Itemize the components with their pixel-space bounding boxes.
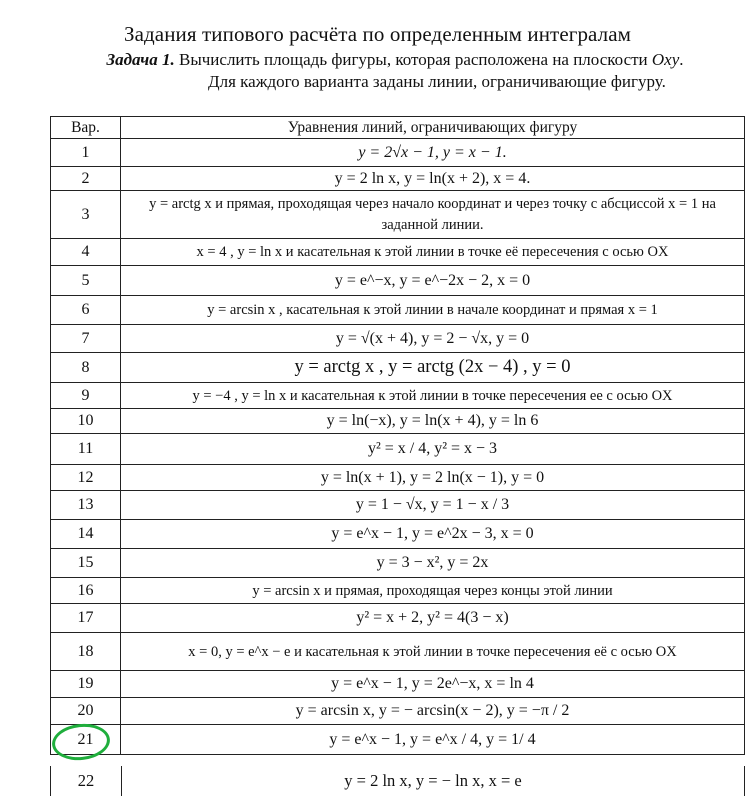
variant-equations: x = 4 , y = ln x и касательная к этой линии в точке её пересечения с осью OX [121,239,745,266]
variant-number: 11 [51,434,121,465]
variant-equations: y = 3 − x², y = 2x [121,549,745,578]
variant-number: 16 [51,578,121,604]
table-row [51,520,745,549]
column-header-variant: Вар. [51,117,121,139]
variant-equations: y = ln(x + 1), y = 2 ln(x − 1), y = 0 [121,465,745,491]
variant-equations: y = arcsin x , касательная к этой линии в начале координат и прямая x = 1 [121,296,745,325]
variant-number: 19 [51,671,121,698]
variant-equations: y = arctg x и прямая, проходящая через начало координат и через точку с абсциссой x = 1 на заданной линии. [121,191,745,239]
variant-number: 13 [51,491,121,520]
table-row-cut [50,766,745,796]
table-row [51,434,745,465]
variant-number: 14 [51,520,121,549]
table-row [51,549,745,578]
table-row [51,139,745,167]
variant-number: 21 [51,725,121,755]
variant-number: 22 [77,771,95,790]
table-row [51,191,745,239]
variant-number: 9 [51,383,121,409]
page-subtitle: Для каждого варианта заданы линии, ограничивающие фигуру. [208,72,666,91]
variant-number: 18 [51,633,121,671]
page-title: Задания типового расчёта по определенным интегралам [123,22,632,46]
variant-number: 20 [51,698,121,725]
variant-equations: y = arcsin x и прямая, проходящая через концы этой линии [121,578,745,604]
variant-equations: y = e^x − 1, y = e^x / 4, y = 1/ 4 [121,725,745,755]
variant-equations: y = e^x − 1, y = e^2x − 3, x = 0 [121,520,745,549]
table-row [51,296,745,325]
task-statement [0,50,755,70]
table-row [51,698,745,725]
variant-number: 8 [51,353,121,383]
variant-equations: y = arcsin x, y = − arcsin(x − 2), y = −π / 2 [121,698,745,725]
variant-number: 6 [51,296,121,325]
table-row [51,491,745,520]
variant-number: 5 [51,266,121,296]
table-row [51,409,745,434]
table-header-row [51,117,745,139]
table-row [51,465,745,491]
variant-number: 3 [51,191,121,239]
variant-number: 17 [51,604,121,633]
table-row-partial [50,766,745,796]
variant-equations: y = 2 ln x, y = ln(x + 2), x = 4. [121,167,745,191]
variant-number: 4 [51,239,121,266]
variant-equations: y = 2√x − 1, y = x − 1. [121,139,745,167]
table-row [51,578,745,604]
variant-equations: y² = x / 4, y² = x − 3 [121,434,745,465]
variant-number: 7 [51,325,121,353]
variant-equations: y = e^−x, y = e^−2x − 2, x = 0 [121,266,745,296]
column-header-equations: Уравнения линий, ограничивающих фигуру [121,117,745,139]
variants-table [50,116,745,755]
table-row [51,266,745,296]
variant-equations: y = e^x − 1, y = 2e^−x, x = ln 4 [121,671,745,698]
variant-equations: x = 0, y = e^x − e и касательная к этой линии в точке пересечения её с осью OX [121,633,745,671]
table-row [51,239,745,266]
variant-number: 1 [51,139,121,167]
table-row [51,383,745,409]
variant-equations: y = 1 − √x, y = 1 − x / 3 [121,491,745,520]
variant-number: 10 [51,409,121,434]
variant-equations: y = arctg x , y = arctg (2x − 4) , y = 0 [121,353,745,383]
variant-number: 12 [51,465,121,491]
table-row [51,353,745,383]
table-row [51,604,745,633]
table-row [51,167,745,191]
variant-equations: y = 2 ln x, y = − ln x, x = e [344,771,522,790]
task-plane: Oxy [651,50,680,69]
variant-number: 15 [51,549,121,578]
table-row [51,633,745,671]
task-end: . [679,50,684,69]
table-row [51,725,745,755]
table-row [51,325,745,353]
variant-equations: y² = x + 2, y² = 4(3 − x) [121,604,745,633]
variant-equations: y = −4 , y = ln x и касательная к этой линии в точке пересечения ее с осью OX [121,383,745,409]
variant-equations: y = ln(−x), y = ln(x + 4), y = ln 6 [121,409,745,434]
variant-number: 2 [51,167,121,191]
task-label: Задача 1. [106,50,175,69]
task-text: Вычислить площадь фигуры, которая расположена на плоскости [174,50,652,69]
variant-equations: y = √(x + 4), y = 2 − √x, y = 0 [121,325,745,353]
table-row [51,671,745,698]
